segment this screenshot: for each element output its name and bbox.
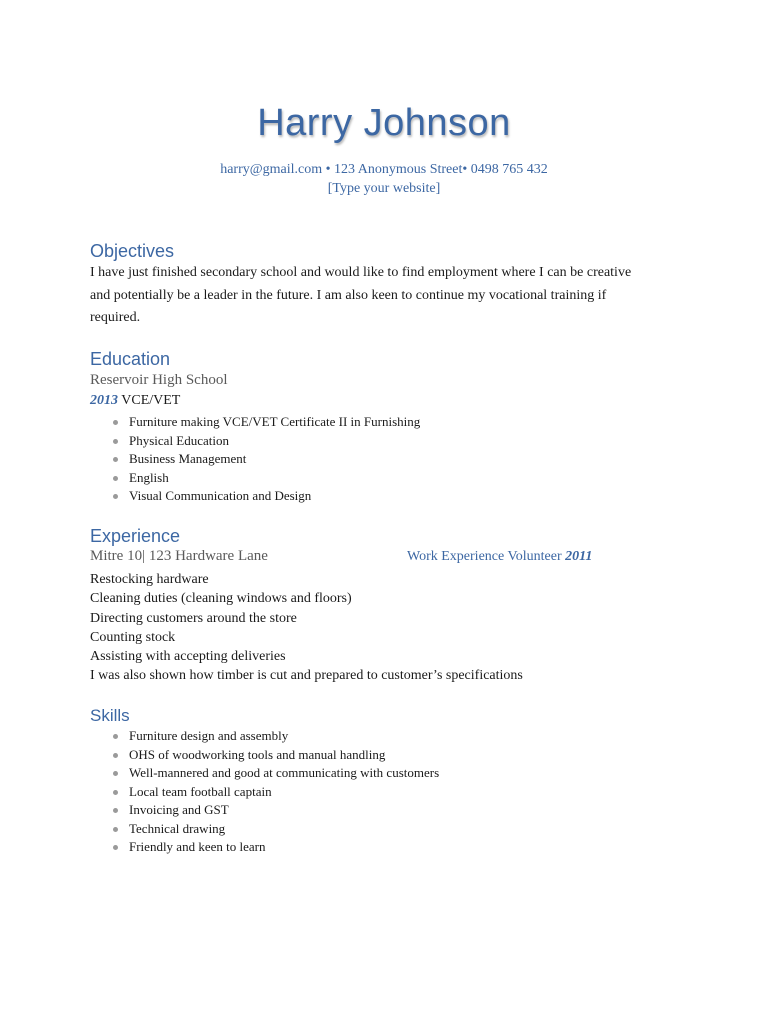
resume-name: Harry Johnson bbox=[257, 102, 511, 144]
list-item: OHS of woodworking tools and manual handling bbox=[112, 746, 439, 765]
list-item: Counting stock bbox=[90, 629, 176, 645]
school-name: Reservoir High School bbox=[90, 372, 228, 388]
education-year-line bbox=[90, 393, 180, 409]
experience-role-line bbox=[407, 549, 592, 565]
experience-role: Work Experience Volunteer bbox=[407, 549, 562, 564]
list-item: Well-mannered and good at communicating with customers bbox=[112, 764, 439, 783]
list-item: Directing customers around the store bbox=[90, 610, 297, 626]
list-item: Furniture design and assembly bbox=[112, 727, 439, 746]
education-subjects-list bbox=[112, 413, 420, 506]
list-item: Visual Communication and Design bbox=[112, 487, 420, 506]
list-item: Local team football captain bbox=[112, 783, 439, 802]
objectives-text: I have just finished secondary school and would like to find employment where I can be creative and potentially be a leader in the future. I am also keen to continue my vocational training if required. bbox=[90, 265, 632, 325]
list-item: Business Management bbox=[112, 450, 420, 469]
list-item: English bbox=[112, 469, 420, 488]
list-item: Furniture making VCE/VET Certificate II in Furnishing bbox=[112, 413, 420, 432]
list-item: Friendly and keen to learn bbox=[112, 838, 439, 857]
experience-year: 2011 bbox=[565, 549, 593, 564]
objectives-heading: Objectives bbox=[90, 241, 175, 261]
experience-heading: Experience bbox=[90, 526, 181, 546]
list-item: Assisting with accepting deliveries bbox=[90, 649, 286, 665]
list-item: Physical Education bbox=[112, 432, 420, 451]
experience-duties-list bbox=[90, 570, 523, 686]
contact-line: harry@gmail.com • 123 Anonymous Street• 0498 765 432 bbox=[220, 162, 548, 177]
list-item: I was also shown how timber is cut and prepared to customer’s specifications bbox=[90, 668, 523, 684]
education-year: 2013 bbox=[90, 393, 118, 408]
list-item: Technical drawing bbox=[112, 820, 439, 839]
list-item: Restocking hardware bbox=[90, 572, 209, 587]
skills-list bbox=[112, 727, 439, 857]
education-heading: Education bbox=[90, 349, 171, 369]
list-item: Cleaning duties (cleaning windows and floors) bbox=[90, 591, 352, 607]
list-item: Invoicing and GST bbox=[112, 801, 439, 820]
education-qualification: VCE/VET bbox=[121, 393, 181, 408]
website-placeholder[interactable]: [Type your website] bbox=[327, 181, 441, 196]
skills-heading: Skills bbox=[90, 706, 130, 725]
experience-employer: Mitre 10| 123 Hardware Lane bbox=[90, 548, 268, 564]
